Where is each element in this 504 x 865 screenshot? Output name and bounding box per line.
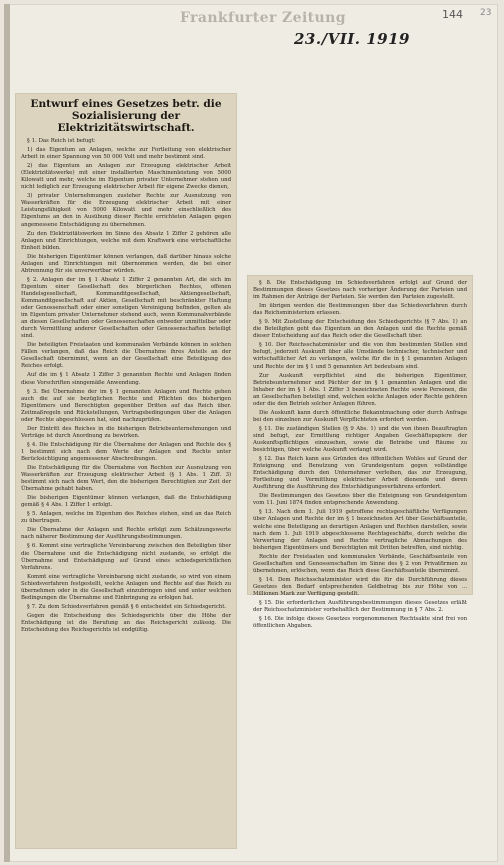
- paragraph: Gegen die Entscheidung des Schiedsgerichts über die Höhe der Entschädigung ist die Berufung an das Reichsgericht zulässig. Die Entscheidung des Reichsgerichts ist endgültig.: [21, 612, 231, 633]
- paragraph: § 7. Zu dem Schiedsverfahren gemäß § 6 entscheidet ein Schiedsgericht.: [27, 603, 227, 610]
- archive-sheet: [4, 4, 498, 862]
- paragraph: § 11. Die zuständigen Stellen (§ 9 Abs. 1) und die von ihnen Beauftragten sind befugt, zur Ermittlung richtiger Angaben Geschäftspapiere der Auskunftspflichtigen einzusehen, sowie die Betriebe und Räume zu besichtigen, über welche Auskunft verlangt wird.: [253, 425, 467, 454]
- paragraph: Die bisherigen Eigentümer können verlangen, daß darüber hinaus solche Anlagen und Einrichtungen mit übernommen werden, die bei einer Abtrennung für sie unverwertbar würden.: [21, 253, 231, 274]
- paragraph: Die bisherigen Eigentümer können verlangen, daß die Entschädigung gemäß § 4 Abs. 1 Ziffer 1 erfolgt.: [21, 495, 231, 509]
- sheet-edge: [4, 4, 10, 862]
- paragraph: § 6. Kommt eine vertragliche Vereinbarung zwischen den Beteiligten über die Übernahme und die Entschädigung nicht zustande, so erfolgt die Übernahme und Entschädigung auf Grund eines schiedsgerichtlichen Verfahrens.: [21, 543, 231, 571]
- page-number: 144: [442, 8, 463, 21]
- paragraph: Die Entschädigung für die Übernahme von Rechten zur Ausnutzung von Wasserkräften zur Erzeugung elektrischer Arbeit (§ 1 Abs. 1 Ziff. 3) bestimmt sich nach dem Wert, den die bisherigen Berechtigten zur Zeit der Übernahme gehabt haben.: [21, 465, 231, 493]
- paragraph: § 13. Nach dem 1. Juli 1919 getroffene rechtsgeschäftliche Verfügungen über Anlagen und Rechte der im § 1 bezeichneten Art über Geschäftsanteile, welche eine Beteiligung an derartigen Anlagen und Rechten darstellen, sowie nach dem 1. Juli 1919 abgeschlossene Rechtsgeschäfte, durch welche die Verwertung der Anlagen und Rechte vertragliche Abmachungen des bisherigen Eigentümers und Berechtigten mit Dritten betreffen, sind nichtig.: [253, 509, 467, 551]
- paragraph: § 8. Die Entschädigung im Schiedsverfahren erfolgt auf Grund der Bestimmungen dieses Gesetzes nach vorheriger Änderung der Parteien und im Rahmen der Anträge der Parteien. Sie werden den Parteien zugestellt.: [253, 280, 467, 301]
- paragraph: § 1. Das Reich ist befugt:: [27, 138, 96, 144]
- paragraph: 2) das Eigentum an Anlagen zur Erzeugung elektrischer Arbeit (Elektrizitätswerke) mit einer installierten Maschinenleistung von 5000 Kilowatt und mehr, welche im Eigentum privater Unternehmer stehen und nicht lediglich zur Erzeugung elektrischer Arbeit für eigene Zwecke dienen,: [21, 163, 231, 191]
- paragraph: § 12. Das Reich kann aus Gründen des öffentlichen Wohles auf Grund der Enteignung und Benutzung von Grundeigentum gegen vollständige Entschädigung durch den Unternehmer verleihen, das zur Erzeugung, Fortleitung und Vermittlung elektrischer Arbeit dienende und deren Ausführung die Ausführung des Entschädigungsverfahrens erfordert.: [253, 456, 467, 491]
- newspaper-masthead: Frankfurter Zeitung: [180, 10, 346, 26]
- right-paragraphs: [253, 280, 467, 630]
- paragraph: Die beteiligten Freistaaten und kommunalen Verbände können in solchen Fällen verlangen, daß das Reich die Übernahme ihres Anteils an der Gesellschaft übernimmt, wenn an der Gesellschaft eine Beteiligung des Reiches erfolgt.: [21, 342, 231, 370]
- paragraph: § 14. Dem Reichsschatzminister wird die für die Durchführung dieses Gesetzes den Bedarf entsprechenden Geldbetrag bis zur Höhe von ... Millionen Mark zur Verfügung gestellt.: [253, 576, 467, 597]
- paragraph: Rechte der Freistaaten und kommunalen Verbände, Geschäftsanteile von Gesellschaften und Genossenschaften im Sinne des § 2 von Privatfirmen zu übernehmen, erlöschen, wenn das Reich diese Geschäftsanteile übernimmt.: [253, 553, 467, 574]
- article-headline: Entwurf eines Gesetzes betr. die Sozialisierung der Elektrizitätswirtschaft.: [30, 98, 222, 134]
- left-paragraphs: [21, 138, 231, 634]
- paragraph: § 9. Mit Zustellung der Entscheidung des Schiedsgerichts (§ 7 Abs. 1) an die Beteiligten geht das Eigentum an den Anlagen und die Rechte gemäß dieser Entscheidung auf das Reich oder die Gesellschaft über.: [253, 319, 467, 340]
- paragraph: 3) privater Unternehmungen zusteher Rechte zur Ausnutzung von Wasserkräften für die Erzeugung elektrischer Arbeit mit einer Leistungsfähigkeit von 5000 Kilowatt und mehr einschließlich des Eigentums an den in Ausübung dieser Rechte errichteten Anlagen gegen angemessene Entschädigung zu übernehmen.: [21, 193, 231, 228]
- paragraph: Zur Auskunft verpflichtet sind die bisherigen Eigentümer, Betriebsunternehmer und Pächter der im § 1 genannten Anlagen und die Inhaber der im § 1 Abs. 1 Ziffer 3 bezeichneten Rechte sowie Personen, die an Gesellschaften beteiligt sind, welchen solche Anlagen oder Rechte gehören oder die den Betrieb solcher Anlagen führen.: [253, 372, 467, 407]
- paragraph: Die Auskunft kann durch öffentliche Bekanntmachung oder durch Anfrage bei den einzelnen zur Auskunft Verpflichteten erfordert werden.: [253, 409, 467, 423]
- paragraph: Zu den Elektrizitätswerken im Sinne des Absatz 1 Ziffer 2 gehören alle Anlagen und Einrichtungen, welche mit dem Kraftwerk eine wirtschaftliche Einheit bilden.: [21, 230, 231, 251]
- paragraph: Auf die im § 1 Absatz 1 Ziffer 3 genannten Rechte und Anlagen finden diese Vorschriften sinngemäße Anwendung.: [21, 372, 231, 386]
- paragraph: Der Eintritt des Reiches in die bisherigen Betriebsunternehmungen und Verträge ist durch Anordnung zu bewirken.: [21, 425, 231, 439]
- corner-mark: 23: [480, 8, 492, 18]
- paragraph: 1) das Eigentum an Anlagen, welche zur Fortleitung von elektrischer Arbeit in einer Spannung von 50 000 Volt und mehr bestimmt sind.: [21, 147, 231, 161]
- paragraph: § 4. Die Entschädigung für die Übernahme der Anlagen und Rechte des § 1 bestimmt sich nach dem Werte der Anlagen und Rechte unter Berücksichtigung angemessener Abschreibungen.: [21, 441, 231, 462]
- handwritten-date: 23./VII. 1919: [294, 30, 410, 48]
- paragraph: § 5. Anlagen, welche im Eigentum des Reiches stehen, sind an das Reich zu übertragen.: [21, 511, 231, 525]
- paragraph: § 10. Der Reichsschatzminister und die von ihm bestimmten Stellen sind befugt, jederzeit Auskunft über alle Umstände technischer, technischer und wirtschaftlicher Art zu verlangen, welche für die in § 1 genannten Anlagen und Rechte der im § 1 und 5 genannten Art bedeutsam sind.: [253, 342, 467, 370]
- paragraph: Die Übernahme der Anlagen und Rechte erfolgt zum Schätzungswerte nach näherer Bestimmung der Ausführungsbestimmungen.: [21, 527, 231, 541]
- clipping-right: [248, 276, 472, 630]
- paragraph: § 3. Bei Übernahme der im § 1 genannten Anlagen und Rechte gehen auch die auf sie bezüglichen Rechte und Pflichten des bisherigen Eigentümers und Berechtigten gegenüber Dritten auf das Reich über. Zeitmaßregeln und Rückstellungen, Vertragsbedingungen über die Anlagen oder Rechte abgeschlossen hat, sind nachzuprüfen.: [21, 388, 231, 423]
- paragraph: Kommt eine vertragliche Vereinbarung nicht zustande, so wird von einem Schiedsverfahren festgestellt, welche Anlagen und Rechte auf das Reich zu übernehmen oder in die Gesellschaft einzubringen sind und unter welchen Bedingungen die Übernahme und Einbringung zu erfolgen hat.: [21, 573, 231, 601]
- paragraph: § 2. Anlagen der im § 1 Absatz 1 Ziffer 2 genannten Art, die sich im Eigentum einer Gesellschaft des bürgerlichen Rechtes, offenen Handelsgesellschaft, Kommanditgesellschaft, Aktiengesellschaft, Kommanditgesellschaft auf Aktien, Gesellschaft mit beschränkter Haftung oder Genossenschaft oder einer sonstigen Vereinigung befinden, gelten als im Eigentum privater Unternehmer stehend auch, wenn Kommunalverbände an diesen Gesellschaften oder Genossenschaften entweder unmittelbar oder durch Vermittlung anderer Gesellschaften oder Genossenschaften beteiligt sind.: [21, 276, 231, 340]
- paragraph: § 15. Die erforderlichen Ausführungsbestimmungen dieses Gesetzes erläßt der Reichsschatzminister vorbehaltlich der Bestimmung in § 7 Abs. 2.: [253, 599, 467, 614]
- paragraph: § 16. Die infolge dieses Gesetzes vorgenommenen Rechtsakte sind frei von öffentlichen Abgaben.: [253, 616, 467, 630]
- clipping-left: [16, 94, 236, 848]
- paragraph: Die Bestimmungen des Gesetzes über die Enteignung von Grundeigentum vom 11. Juni 1874 finden entsprechende Anwendung.: [253, 493, 467, 507]
- paragraph: Im übrigen werden die Bestimmungen über das Schiedsverfahren durch das Reichsministerium erlassen.: [253, 303, 467, 317]
